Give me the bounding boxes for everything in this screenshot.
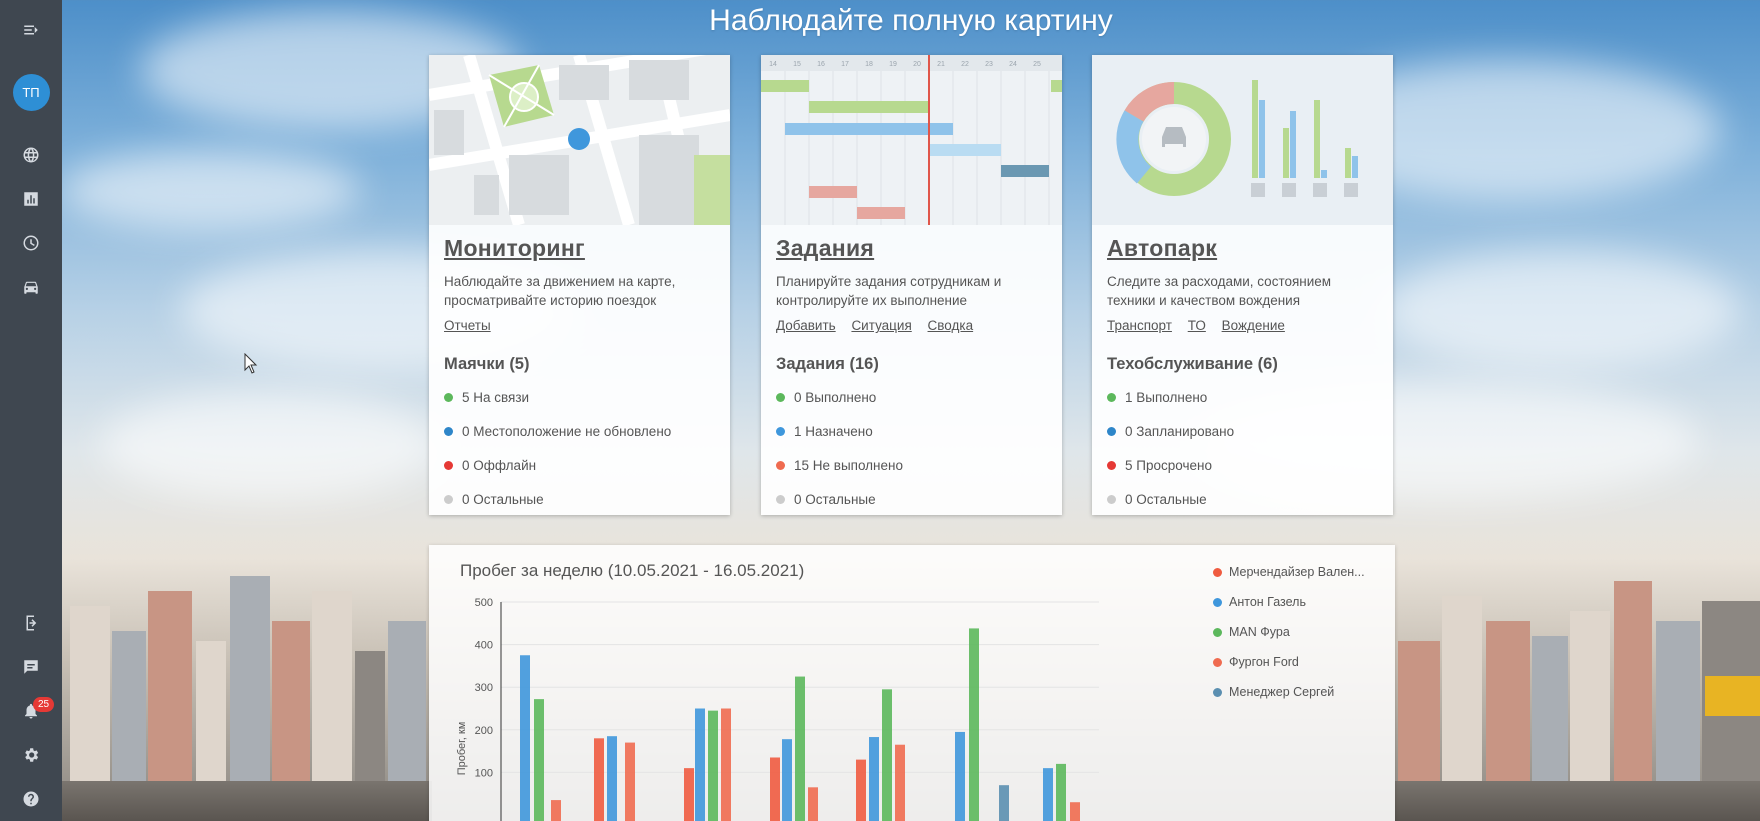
- tasks-description: Планируйте задания сотрудникам и контролируйте их выполнение: [776, 274, 1002, 308]
- status-dot: [776, 495, 785, 504]
- add-task-link[interactable]: Добавить: [776, 318, 836, 333]
- stat-completed[interactable]: 1 Выполнено: [1107, 380, 1378, 414]
- maintenance-link[interactable]: ТО: [1187, 318, 1206, 333]
- mileage-chart-panel: [429, 545, 1395, 821]
- status-dot: [776, 393, 785, 402]
- chart-bar[interactable]: [594, 738, 604, 821]
- mileage-bar-chart: [429, 545, 1209, 821]
- legend-dot: [1213, 628, 1222, 637]
- status-dot: [444, 461, 453, 470]
- tasks-links: [776, 318, 1047, 333]
- gantt-day-label: 19: [889, 61, 897, 68]
- sidebar: [0, 0, 62, 821]
- chart-bar[interactable]: [869, 737, 879, 821]
- chart-bar[interactable]: [782, 739, 792, 821]
- clock-icon: [22, 234, 40, 252]
- chart-bar[interactable]: [695, 709, 705, 821]
- status-dot: [444, 393, 453, 402]
- globe-icon: [22, 146, 40, 164]
- stat-not-completed[interactable]: 15 Не выполнено: [776, 448, 1047, 482]
- gantt-day-label: 14: [769, 61, 777, 68]
- monitoring-description: Наблюдайте за движением на карте, просматривайте историю поездок: [444, 274, 676, 308]
- gantt-day-label: 18: [865, 61, 873, 68]
- sidebar-item-map[interactable]: [0, 133, 62, 177]
- legend-item[interactable]: Менеджер Сергей: [1213, 677, 1365, 707]
- car-icon: [22, 278, 40, 296]
- stat-completed[interactable]: 0 Выполнено: [776, 380, 1047, 414]
- gantt-day-label: 24: [1009, 61, 1017, 68]
- monitoring-links: [444, 318, 715, 333]
- chart-bar[interactable]: [999, 785, 1009, 821]
- chart-title: Пробег за неделю (10.05.2021 - 16.05.2021): [460, 561, 805, 580]
- gantt-day-label: 23: [985, 61, 993, 68]
- chart-bar[interactable]: [808, 787, 818, 821]
- legend-item[interactable]: Мерчендайзер Вален...: [1213, 557, 1365, 587]
- fleet-card: [1092, 55, 1393, 515]
- avatar[interactable]: ТП: [13, 74, 50, 111]
- maintenance-stats-title: Техобслуживание (6): [1107, 355, 1278, 373]
- legend-dot: [1213, 658, 1222, 667]
- stat-other[interactable]: 0 Остальные: [444, 482, 715, 516]
- chart-bar[interactable]: [856, 760, 866, 821]
- map-illustration: [429, 55, 730, 225]
- chart-bar[interactable]: [969, 628, 979, 821]
- status-dot: [1107, 495, 1116, 504]
- tasks-title-link[interactable]: Задания: [776, 235, 875, 261]
- chart-bar[interactable]: [551, 800, 561, 821]
- summary-link[interactable]: Сводка: [927, 318, 974, 333]
- chart-legend: [1213, 557, 1365, 707]
- chart-bar[interactable]: [684, 768, 694, 821]
- legend-item[interactable]: Антон Газель: [1213, 587, 1365, 617]
- page-title: Наблюдайте полную картину: [709, 4, 1113, 37]
- y-tick-label: 300: [474, 682, 493, 695]
- legend-dot: [1213, 568, 1222, 577]
- y-tick-label: 500: [474, 597, 493, 609]
- status-dot: [444, 427, 453, 436]
- stat-overdue[interactable]: 5 Просрочено: [1107, 448, 1378, 482]
- status-dot: [1107, 461, 1116, 470]
- chart-bar[interactable]: [1070, 802, 1080, 821]
- driving-link[interactable]: Вождение: [1221, 318, 1285, 333]
- stat-other[interactable]: 0 Остальные: [1107, 482, 1378, 516]
- chart-bar[interactable]: [882, 689, 892, 821]
- monitoring-card: [429, 55, 730, 515]
- stat-assigned[interactable]: 1 Назначено: [776, 414, 1047, 448]
- fleet-links: [1107, 318, 1378, 333]
- y-tick-label: 200: [474, 724, 493, 737]
- y-tick-label: 400: [474, 639, 493, 652]
- gear-icon: [22, 746, 40, 764]
- chart-bar[interactable]: [770, 757, 780, 821]
- help-icon: [22, 790, 40, 808]
- help-button[interactable]: [0, 777, 62, 821]
- chat-icon: [22, 658, 40, 676]
- chart-bar[interactable]: [708, 711, 718, 821]
- sidebar-item-fleet[interactable]: [0, 265, 62, 309]
- chart-bar[interactable]: [1043, 768, 1053, 821]
- reports-link[interactable]: Отчеты: [444, 318, 491, 333]
- legend-dot: [1213, 598, 1222, 607]
- bar-chart-icon: [22, 190, 40, 208]
- chart-bar[interactable]: [955, 732, 965, 821]
- fleet-illustration: [1092, 55, 1393, 225]
- sidebar-item-reports[interactable]: [0, 177, 62, 221]
- chart-bar[interactable]: [625, 743, 635, 821]
- legend-item[interactable]: MAN Фура: [1213, 617, 1365, 647]
- chart-bar[interactable]: [1056, 764, 1066, 821]
- gantt-day-label: 16: [817, 61, 825, 68]
- gantt-day-label: 21: [937, 61, 945, 68]
- collapse-menu-button[interactable]: [0, 8, 62, 52]
- chat-button[interactable]: [0, 645, 62, 689]
- gantt-day-label: 15: [793, 61, 801, 68]
- stat-other[interactable]: 0 Остальные: [776, 482, 1047, 516]
- transport-link[interactable]: Транспорт: [1107, 318, 1172, 333]
- gantt-day-label: 22: [961, 61, 969, 68]
- chart-bar[interactable]: [534, 699, 544, 821]
- gantt-day-label: 25: [1033, 61, 1041, 68]
- stat-offline[interactable]: 0 Оффлайн: [444, 448, 715, 482]
- logout-button[interactable]: [0, 601, 62, 645]
- settings-button[interactable]: [0, 733, 62, 777]
- chart-bar[interactable]: [895, 745, 905, 821]
- fleet-title-link[interactable]: Автопарк: [1107, 235, 1218, 261]
- legend-dot: [1213, 688, 1222, 697]
- gantt-illustration: [761, 55, 1062, 225]
- notification-count-badge: 25: [33, 697, 54, 712]
- legend-item[interactable]: Фургон Ford: [1213, 647, 1365, 677]
- tasks-card: [761, 55, 1062, 515]
- y-axis-label: Пробег, км: [456, 721, 468, 776]
- status-dot: [776, 427, 785, 436]
- chart-bar[interactable]: [520, 655, 530, 821]
- tasks-stats-title: Задания (16): [776, 355, 879, 373]
- status-dot: [776, 461, 785, 470]
- logout-icon: [22, 614, 40, 632]
- menu-collapse-icon: [22, 21, 40, 39]
- gantt-day-label: 20: [913, 61, 921, 68]
- status-dot: [1107, 427, 1116, 436]
- status-dot: [1107, 393, 1116, 402]
- sidebar-item-history[interactable]: [0, 221, 62, 265]
- chart-bar[interactable]: [607, 736, 617, 821]
- monitoring-title-link[interactable]: Мониторинг: [444, 235, 585, 261]
- gantt-day-label: 17: [841, 61, 849, 68]
- stat-location-not-updated[interactable]: 0 Местоположение не обновлено: [444, 414, 715, 448]
- notifications-button[interactable]: [0, 689, 62, 733]
- situation-link[interactable]: Ситуация: [851, 318, 912, 333]
- stat-online[interactable]: 5 На связи: [444, 380, 715, 414]
- mouse-cursor-icon: [244, 353, 258, 375]
- chart-bar[interactable]: [795, 677, 805, 821]
- chart-bar[interactable]: [721, 709, 731, 821]
- status-dot: [444, 495, 453, 504]
- beacons-stats-title: Маячки (5): [444, 355, 530, 373]
- y-tick-label: 100: [474, 767, 493, 780]
- fleet-description: Следите за расходами, состоянием техники и качеством вождения: [1107, 274, 1332, 308]
- stat-planned[interactable]: 0 Запланировано: [1107, 414, 1378, 448]
